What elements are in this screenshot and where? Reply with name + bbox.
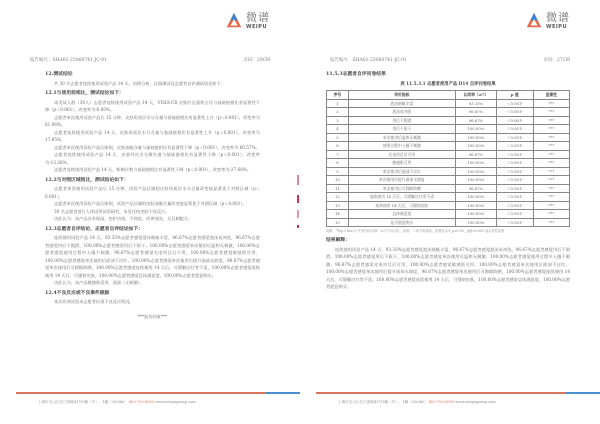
table-row (327, 201, 570, 210)
col-header: p 值 (497, 91, 533, 100)
table-cell: *** (533, 184, 569, 193)
table-cell: 100.00% (455, 125, 496, 134)
section-heading: 11.5.3志愿者自评问卷结果 (326, 71, 386, 77)
table-cell: 100.00% (455, 218, 496, 227)
paragraph: 连续使用试验产品 14 天，93.33%志愿者感觉泡沫细腻丰富，96.67%志愿者感觉泡沫易冲洗，96.67%志愿者感觉用后不假滑，100.00%志愿者感觉用后不拔干，100.00%志愿者感觉单次使用后温和无刺激，100.00%志愿者感觉使用过程中入眼不刺激，96.67%志愿者感觉光电项目后可用，100.00%志愿者感觉敏感肌可用，100.00%志愿者感觉单次使用后面部不泛红，100.00%志愿者感觉单次使用后提升面部水润度，96.67%志愿者感觉单次使用后可卸除防晒，100.00%志愿者感觉连续使用 14 天后，可缓解泛红等不适，100.00%志愿者感觉连续使用 14 天后，可强韧皮肤，100.00%志愿者感觉总体满意度，100.00%志愿者愿意购买。 (326, 246, 570, 289)
table-cell: 10 (327, 176, 349, 185)
table-cell: 7 (327, 150, 349, 159)
paragraph: 由此认为：该产品具有保湿、控护功效，不致痘，改善油光，无目刺配方。 (54, 216, 193, 221)
table-cell: 100.00% (455, 159, 496, 168)
footer-website: www.weipugroup.com (155, 400, 196, 404)
paragraph: 本次功效试验未志愿者出现不良反应情况。 (54, 299, 134, 304)
table-cell: 14 (327, 210, 349, 219)
table-cell: 单次使用后面部不泛红 (348, 167, 455, 176)
table-cell: *** (533, 167, 569, 176)
table-cell: ＜0.001ᵃ (497, 176, 533, 185)
table-cell: 1 (327, 99, 349, 108)
table-cell: ＜0.001ᵃ (497, 167, 533, 176)
table-cell: *** (533, 142, 569, 151)
report-number: 报告编号：SHA01-23060741-JC-01 (330, 58, 407, 63)
table-cell: 15 (327, 218, 349, 227)
page-footer (38, 400, 196, 405)
page-footer (338, 400, 496, 405)
table-row (327, 133, 570, 142)
table-cell: 连续使用 14 天后，可缓解泛红等不适 (348, 193, 455, 202)
weipu-logo-icon (225, 12, 243, 30)
table-row (327, 108, 570, 117)
table-cell: 100.00% (455, 133, 496, 142)
table-caption: 表 11.5.3.1 志愿者使用产品 D14 自评问卷结果 (400, 81, 496, 87)
paragraph: 志愿者单次使用试验产品后 15 分钟，皮肤角质层水分含量与基础值相比有显著性上升（p＜0.001），改变率为 61.96%。 (45, 114, 260, 127)
footer-address: 上海市宝山区长江西路41号3幢（中）、1幢（2004#） (338, 400, 428, 404)
table-cell: ＜0.001ᵃ (497, 210, 533, 219)
table-cell: ＜0.001ᵃ (497, 193, 533, 202)
section-heading: 12.4不良反应或不良事件跟踪 (45, 289, 110, 296)
logo-en-text: WEIPU (546, 24, 568, 30)
table-cell: 总体满意度 (348, 210, 455, 219)
paragraph: 志愿者连续使用试验产品 14 天，粉刺计数与基础值相比有显著性下降（p＜0.001），改变率为-27.68%。 (54, 167, 252, 172)
footer-phone: 400-700-8065 (128, 400, 155, 404)
table-cell: 单次使用后可卸除防晒 (348, 184, 455, 193)
table-cell: 100.00% (455, 142, 496, 151)
table-cell: ＜0.001ᵃ (497, 133, 533, 142)
table-cell: 12 (327, 193, 349, 202)
table-cell: 9 (327, 167, 349, 176)
table-cell: 4 (327, 125, 349, 134)
table-row (327, 150, 570, 159)
col-header: 显著性 (533, 91, 569, 100)
table-cell: 8 (327, 159, 349, 168)
table-cell: *** (533, 210, 569, 219)
weipu-logo-icon (525, 12, 543, 30)
table-cell: 2 (327, 108, 349, 117)
table-cell: 96.67% (455, 116, 496, 125)
table-cell: 用后不拔干 (348, 125, 455, 134)
table-cell: 泡沫细腻丰富 (348, 99, 455, 108)
table-cell: *** (533, 108, 569, 117)
footer-phone: 400-700-8065 (428, 400, 455, 404)
col-header: 认同率（≥7） (455, 91, 496, 100)
table-cell: 93.33% (455, 99, 496, 108)
col-header: 评价指标 (348, 91, 455, 100)
table-cell: 100.00% (455, 176, 496, 185)
table-cell: 96.67% (455, 150, 496, 159)
section-heading: 12.测试结论 (45, 71, 73, 77)
table-cell: 6 (327, 142, 349, 151)
paragraph: 由此认为，该产品敏感肌适用，面部（无刺激）。 (54, 280, 145, 285)
table-row (327, 184, 570, 193)
table-cell: 泡沫易冲洗 (348, 108, 455, 117)
table-cell: 连续使用 14 天后，可强韧皮肤 (348, 201, 455, 210)
paragraph: 志愿者单次使用试验产品后 15 分钟，试验产品区域的皮肤角质层水分含量改变值显著优于对照区域（p＜0.001）。 (45, 186, 260, 199)
table-cell: ＜0.001ᵃ (497, 116, 533, 125)
section-heading: 结果解释： (326, 237, 350, 243)
table-cell: 光电项目后可用 (348, 150, 455, 159)
footer-website: www.weipugroup.com (455, 400, 496, 404)
weipu-logo (525, 12, 570, 30)
table-row (327, 142, 570, 151)
table-cell: ＜0.001ᵃ (497, 99, 533, 108)
table-cell: 3 (327, 116, 349, 125)
self-assessment-table (326, 90, 570, 227)
table-cell: 单次使用后提升面部水润度 (348, 176, 455, 185)
table-cell: 100.00% (455, 210, 496, 219)
table-cell: ＜0.001ᵃ (497, 142, 533, 151)
table-cell: 96.67% (455, 108, 496, 117)
page-header (30, 57, 270, 63)
logo-cn-text: 微谱 (546, 11, 570, 24)
table-cell: 100.00% (455, 193, 496, 202)
table-cell: 96.67% (455, 184, 496, 193)
page-number: 页码：27/39 (543, 58, 570, 63)
table-cell: *** (533, 218, 569, 227)
table-cell: *** (533, 159, 569, 168)
table-cell: ＜0.001ᵃ (497, 201, 533, 210)
table-cell: ＜0.001ᵃ (497, 125, 533, 134)
table-body (327, 99, 570, 227)
table-cell: 是否愿意购买 (348, 218, 455, 227)
section-heading: 12.1与使用前相比，测试结论如下： (45, 90, 124, 96)
paragraph: 30 名志愿者进行人体试用试验研究，未见任何皮肤不良反应。 (54, 208, 170, 214)
table-row (327, 125, 570, 134)
table-row (327, 210, 570, 219)
paragraph: 共 30 名志愿者连续使用试验产品 14 天，回馈分析，仪器测试及志愿者自评测试结论如下： (54, 80, 225, 86)
footer-divider (316, 392, 600, 394)
paragraph: 本受试人群（30人）志愿者连续使用试验产品 14 天，VISIA-CR 皮肤红区面积占比与基础值相比有显著性下降（p＜0.001），改变率为-6.00%。 (45, 99, 260, 112)
table-cell: 用后不假滑 (348, 116, 455, 125)
table-cell: *** (533, 133, 569, 142)
page-content (45, 68, 260, 320)
paragraph: 志愿者单次使用试验产品后即刻，试验产品区域的皮肤油脂含量改变值显著优于对照区域（p＜0.001）。 (54, 201, 247, 206)
page-header (330, 57, 570, 63)
table-cell: *** (533, 125, 569, 134)
section-heading: 12.2与对照区域相比，测试结论如下： (45, 176, 129, 183)
paragraph: 连续使用试验产品 14 天，93.33%志愿者感觉泡沫细腻丰富，96.67%志愿者感觉泡沫易冲洗，96.67%志愿者感觉用后不假滑，100.00%志愿者感觉用后不拔干，100.00%志愿者感觉单次使用后温和无刺激，100.00%志愿者感觉使用过程中入眼不刺激，96.67%志愿者感觉光电项目后可用，100.00%志愿者感觉敏感肌可用，100.00%志愿者感觉单次使用后面部不泛红，100.00%志愿者感觉单次使用后提升面部水润度，96.67%志愿者感觉单次使用后可卸除防晒，100.00%志愿者感觉连续使用 14 天后，可缓解泛红等不适，100.00%志愿者感觉连续使用 14 天后，可强韧皮肤，100.00%志愿者感觉总体满意度，100.00%志愿者愿意购买。 (45, 235, 260, 278)
table-row (327, 116, 570, 125)
page-content (326, 68, 570, 291)
section-heading: 12.3志愿者自评结论，志愿者自评结论如下： (45, 225, 144, 232)
table-row (327, 159, 570, 168)
weipu-logo (225, 12, 270, 30)
table-note: 说明：*Top 2 box 计分*意为认同率（≥7分为认同）；检验：二项分布检验，显著性水平 p≤0.05，p值<0.001 表示差异显著 (326, 229, 505, 233)
col-header: 序号 (327, 91, 349, 100)
table-cell: 100.00% (455, 201, 496, 210)
report-page-right (300, 0, 600, 424)
table-cell: ＜0.001ᵃ (497, 108, 533, 117)
table-row (327, 193, 570, 202)
table-row (327, 99, 570, 108)
table-header-row (327, 91, 570, 100)
table-cell: ＜0.001ᵃ (497, 159, 533, 168)
table-cell: 11 (327, 184, 349, 193)
table-cell: 100.00% (455, 167, 496, 176)
table-cell: *** (533, 193, 569, 202)
footer-address: 上海市宝山区长江西路41号3幢（中）、1幢（2004#） (38, 400, 128, 404)
table-row (327, 176, 570, 185)
table-cell: *** (533, 176, 569, 185)
table-cell: ＜0.001ᵃ (497, 150, 533, 159)
page-number: 页码：29/39 (243, 58, 270, 63)
paragraph: 志愿者单次使用试验产品后即刻，皮肤油脂含量与基础值相比有显著性下降（p＜0.001），改变率为 60.57%。 (54, 144, 260, 150)
paragraph: 志愿者连续使用试验产品 14 天，皮肤角质层水分含量与基础值相比有显著性上升（p＜0.001），改变率为 17.85%。 (45, 129, 260, 142)
table-cell: *** (533, 150, 569, 159)
table-cell: 单次使用后温和无刺激 (348, 133, 455, 142)
table-cell: 敏感肌可用 (348, 159, 455, 168)
logo-cn-text: 微谱 (246, 11, 270, 24)
table-cell: 使用过程中入眼不刺激 (348, 142, 455, 151)
table-cell: *** (533, 201, 569, 210)
table-cell: 13 (327, 201, 349, 210)
report-end-marker: ***报告结束*** (137, 313, 168, 319)
table-row (327, 167, 570, 176)
table-cell: ＜0.001ᵃ (497, 184, 533, 193)
paragraph: 志愿者连续使用试验产品 14 天，皮肤经皮水分散失值与基础值相比有显著性下降（p＜0.001），改变率为-13.26%。 (45, 152, 260, 165)
table-cell: *** (533, 99, 569, 108)
logo-en-text: WEIPU (246, 24, 268, 30)
table-cell: 5 (327, 133, 349, 142)
report-number: 报告编号：SHA01-23060741-JC-01 (30, 58, 107, 63)
footer-divider (16, 392, 300, 394)
table-cell: ＜0.001ᵃ (497, 218, 533, 227)
table-cell: *** (533, 116, 569, 125)
table-row (327, 218, 570, 227)
